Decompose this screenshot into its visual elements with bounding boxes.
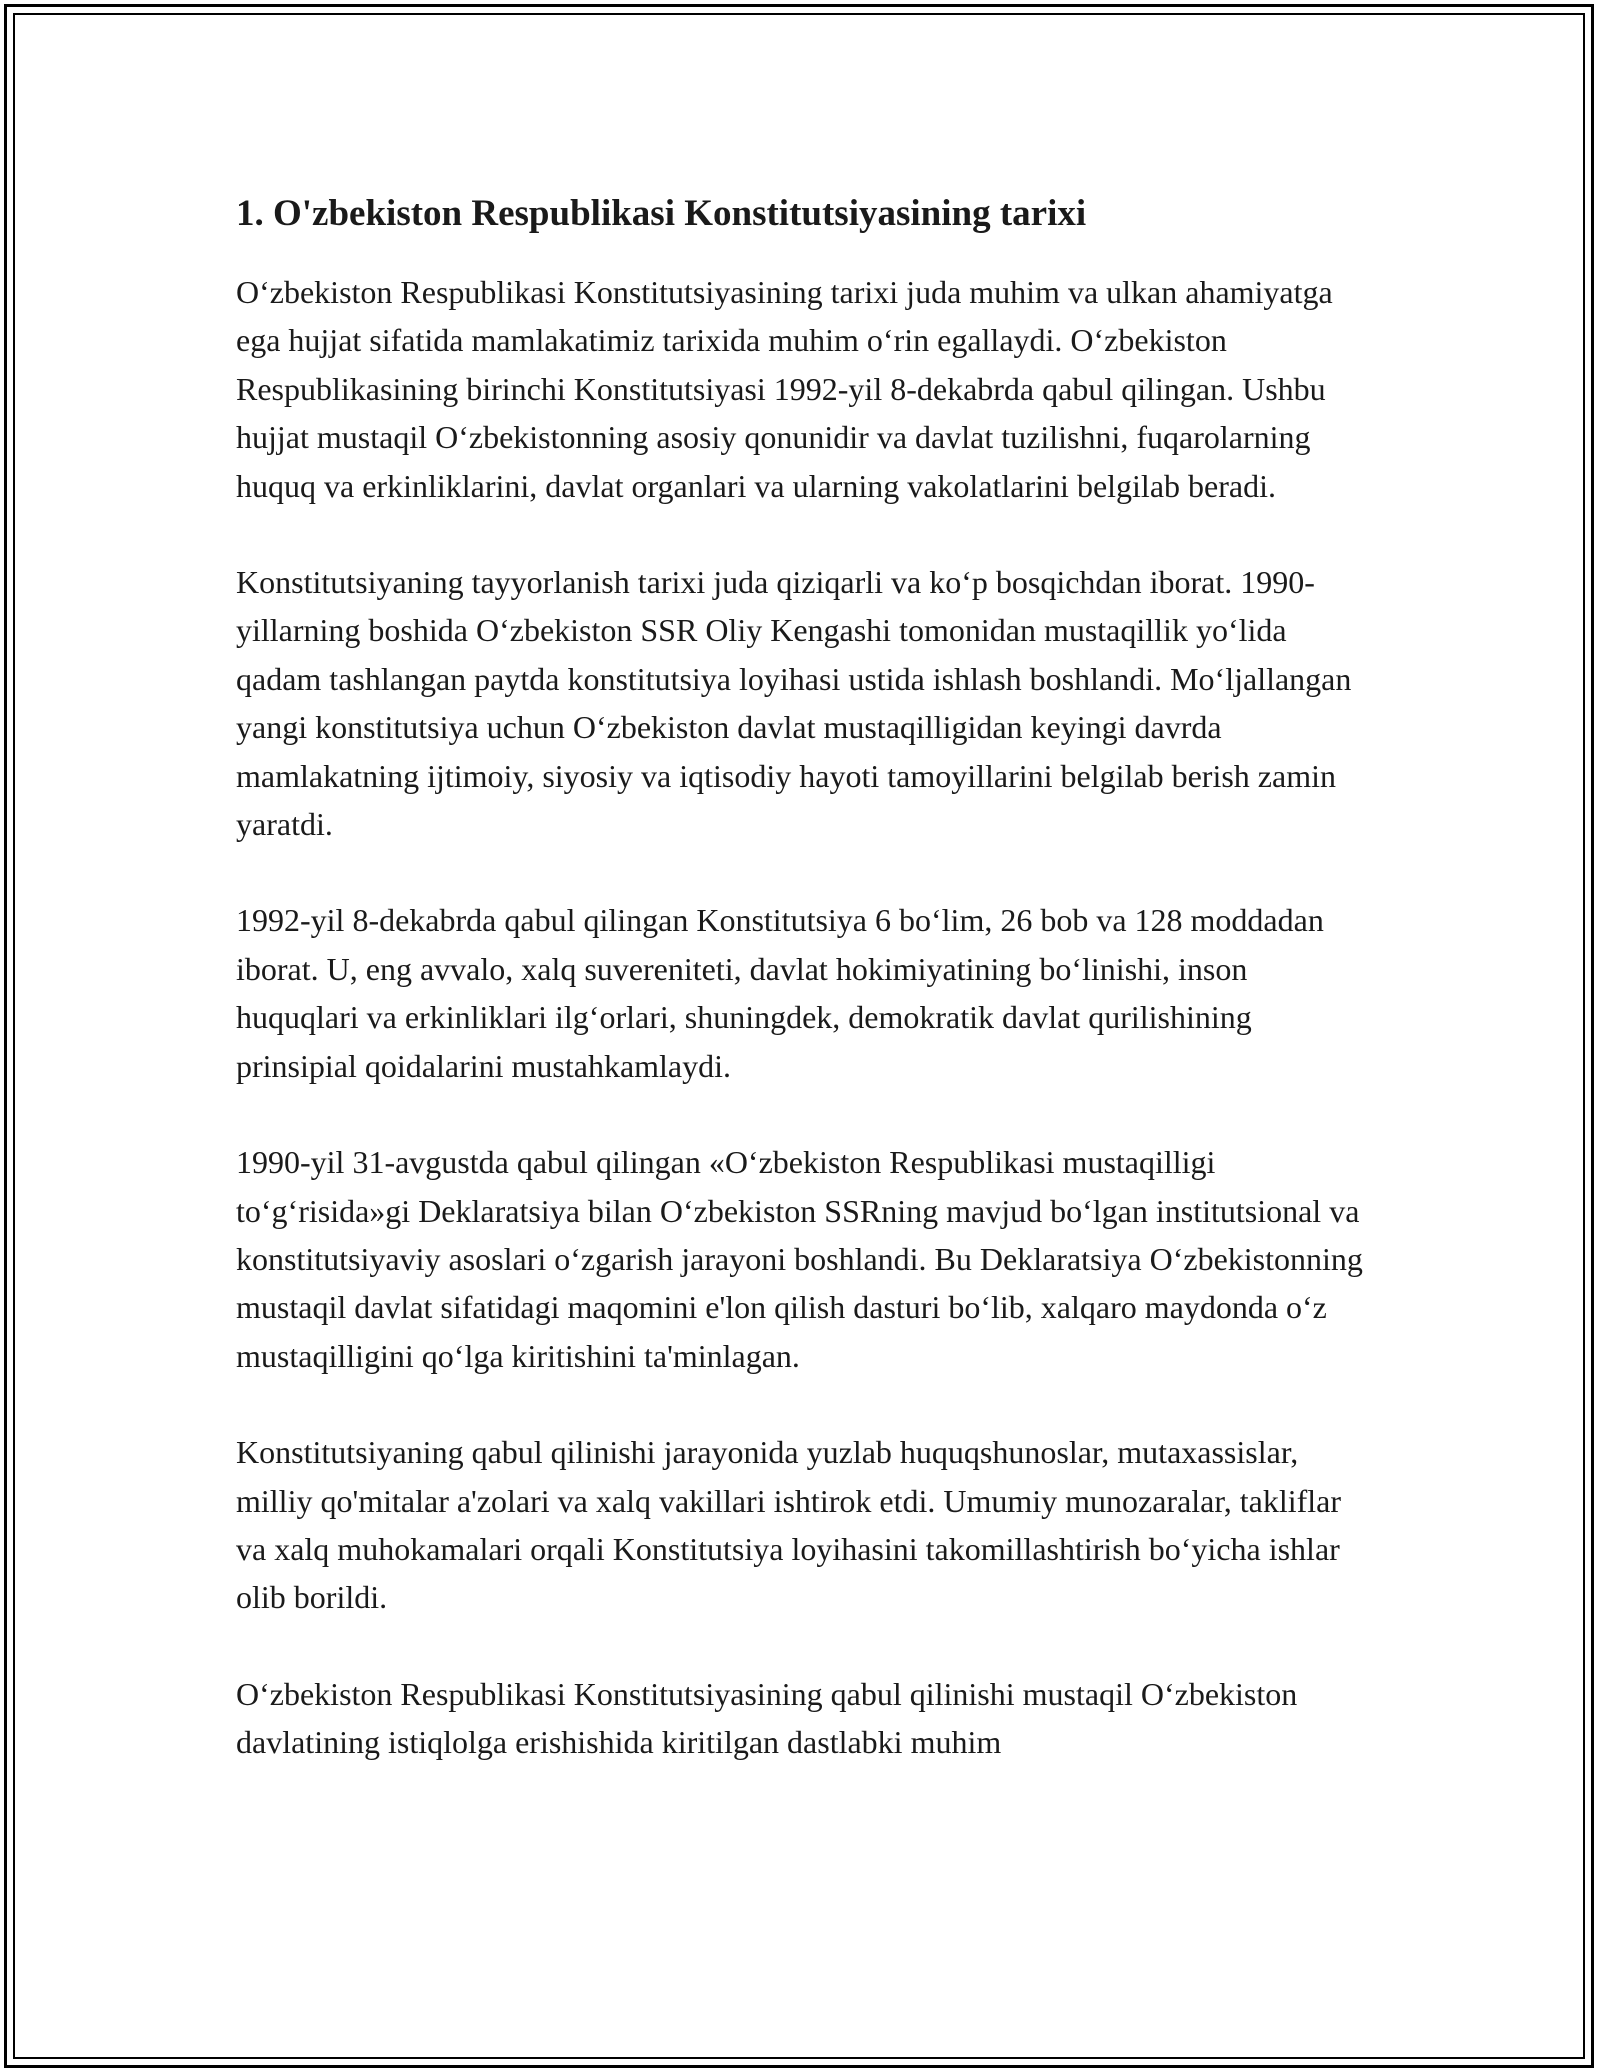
paragraph-1: O‘zbekiston Respublikasi Konstitutsiyasining tarixi juda muhim va ulkan ahamiyatga ega hujjat sifatida mamlakatimiz tarixida muhim o‘rin egallaydi. O‘zbekiston Respublikasining birinchi Konstitutsiyasi 1992-yil 8-dekabrda qabul qilingan. Ushbu hujjat mustaqil O‘zbekistonning asosiy qonunidir va davlat tuzilishni, fuqarolarning huquq va erkinliklarini, davlat organlari va ularning vakolatlarini belgilab beradi. xyxy=(236,274,1333,504)
paragraph-6: O‘zbekiston Respublikasi Konstitutsiyasining qabul qilinishi mustaqil O‘zbekiston davlatining istiqlolga erishishida kiritilgan dastlabki muhim xyxy=(236,1675,1298,1761)
paragraph-2: Konstitutsiyaning tayyorlanish tarixi juda qiziqarli va ko‘p bosqichdan iborat. 1990-yillarning boshida O‘zbekiston SSR Oliy Kengashi tomonidan mustaqillik yo‘lida qadam tashlangan paytda konstitutsiya loyihasi ustida ishlash boshlandi. Mo‘ljallangan yangi konstitutsiya uchun O‘zbekiston davlat mustaqilligidan keyingi davrda mamlakatning ijtimoiy, siyosiy va iqtisodiy hayoti tamoyillarini belgilab berish zamin yaratdi. xyxy=(236,564,1352,843)
section-heading: 1. O'zbekiston Respublikasi Konstitutsiyasining tarixi xyxy=(236,193,1087,234)
paragraph-5: Konstitutsiyaning qabul qilinishi jarayonida yuzlab huquqshunoslar, mutaxassislar, milliy qo'mitalar a'zolari va xalq vakillari ishtirok etdi. Umumiy munozaralar, takliflar va xalq muhokamalari orqali Konstitutsiya loyihasini takomillashtirish bo‘yicha ishlar olib borildi. xyxy=(236,1434,1342,1616)
paragraph-4: 1990-yil 31-avgustda qabul qilingan «O‘zbekiston Respublikasi mustaqilligi to‘g‘risida»gi Deklaratsiya bilan O‘zbekiston SSRning mavjud bo‘lgan institutsional va konstitutsiyaviy asoslari o‘zgarish jarayoni boshlandi. Bu Deklaratsiya O‘zbekistonning mustaqil davlat sifatidagi maqomini e'lon qilish dasturi bo‘lib, xalqaro maydonda o‘z mustaqilligini qo‘lga kiritishini ta'minlagan. xyxy=(236,1144,1363,1374)
paragraph-3: 1992-yil 8-dekabrda qabul qilingan Konstitutsiya 6 bo‘lim, 26 bob va 128 moddadan iborat. U, eng avvalo, xalq suvereniteti, davlat hokimiyatining bo‘linishi, inson huquqlari va erkinliklari ilg‘orlari, shuningdek, demokratik davlat qurilishining prinsipial qoidalarini mustahkamlaydi. xyxy=(236,902,1324,1084)
document-body xyxy=(236,188,1376,1767)
